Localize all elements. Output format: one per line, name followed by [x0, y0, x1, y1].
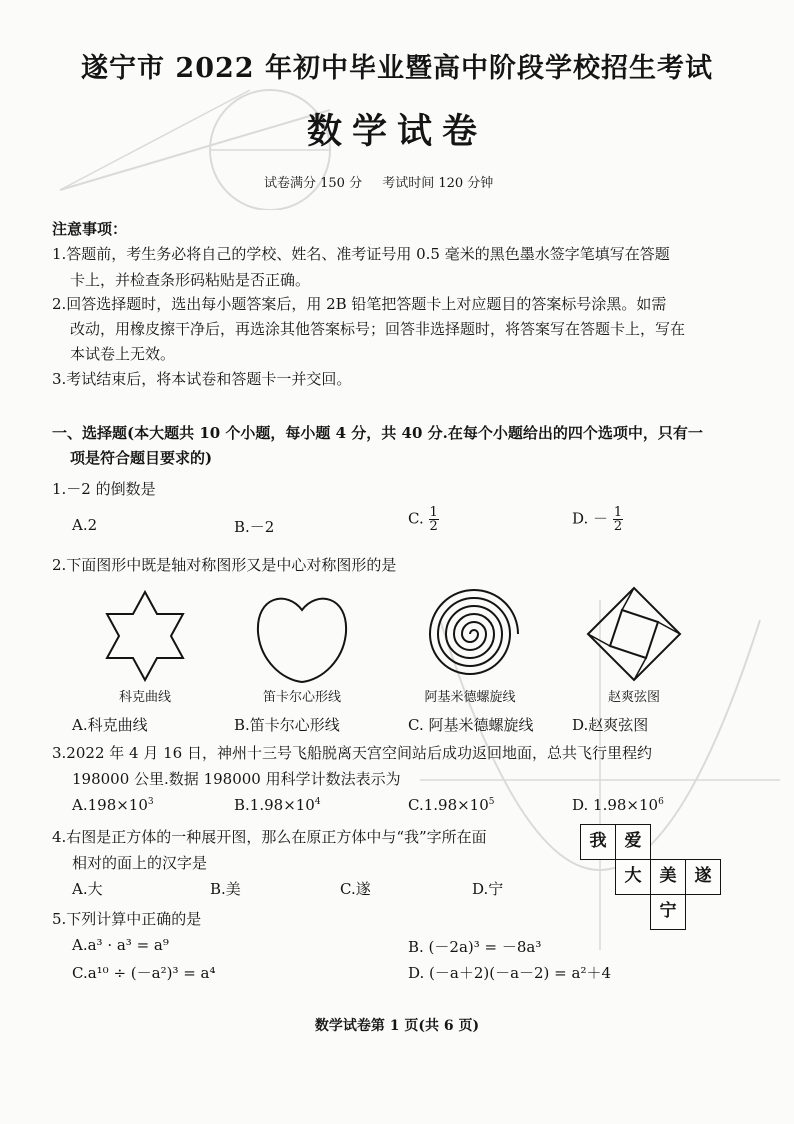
q4-option-b: B.美: [210, 880, 241, 898]
figure-caption: 阿基米德螺旋线: [424, 690, 516, 705]
q3-option-d: D. $1.98\times 10^6$: [572, 796, 664, 814]
exam-meta: [264, 172, 509, 191]
exam-subtitle: 数学试卷: [306, 111, 487, 152]
notice-heading: 注意事项：: [52, 220, 128, 238]
question-1-stem: 1.－2 的倒数是: [52, 480, 156, 498]
notice-line: 2.回答选择题时，选出每小题答案后，用 2B 铅笔把答题卡上对应题目的答案标号涂黑。如需: [52, 295, 667, 313]
archimedean-spiral-figure: [418, 582, 522, 686]
q4-option-d: D.宁: [472, 880, 504, 898]
q2-option-d: D.赵爽弦图: [572, 716, 649, 734]
q4-option-c: C.遂: [340, 880, 371, 898]
cube-net-face-mei: 美: [650, 859, 686, 895]
cube-net-face-da: 大: [615, 859, 651, 895]
question-3-stem: 3.2022 年 4 月 16 日，神州十三号飞船脱离天宫空间站后成功返回地面，总共飞行里程约: [52, 744, 652, 762]
cube-net-face-wo: 我: [580, 824, 616, 860]
q1-option-b: B.－2: [234, 518, 275, 536]
q5-option-c: C.a¹⁰ ÷ (－a²)³ = a⁴: [72, 964, 216, 982]
notice-line: 改动，用橡皮擦干净后，再选涂其他答案标号；回答非选择题时，将答案写在答题卡上，写在: [70, 320, 686, 338]
q5-option-d: D. (－a＋2)(－a－2) = a²＋4: [408, 964, 612, 982]
exam-time: 考试时间 120 分钟: [382, 176, 494, 191]
question-4-stem-cont: 相对的面上的汉字是: [72, 854, 208, 872]
q3-option-a: $A.198\times 10^3$: [72, 796, 154, 814]
zhao-shuang-diagram-figure: [584, 584, 684, 684]
q1-option-c: C. $\frac{1}{2}$: [408, 505, 438, 534]
koch-curve-figure: [95, 588, 195, 684]
cube-net-face-sui: 遂: [685, 859, 721, 895]
q2-option-c: C. 阿基米德螺旋线: [408, 716, 534, 734]
notice-line: 1.答题前，考生务必将自己的学校、姓名、准考证号用 0.5 毫米的黑色墨水签字笔填写在答题: [52, 245, 670, 263]
q2-option-a: A.科克曲线: [72, 716, 148, 734]
question-2-stem: 2.下面图形中既是轴对称图形又是中心对称图形的是: [52, 556, 397, 574]
figure-caption: 笛卡尔心形线: [262, 690, 341, 705]
section-heading: 一、选择题(本大题共 10 个小题，每小题 4 分，共 40 分.在每个小题给出的四个选项中，只有一: [52, 424, 703, 442]
section-heading-cont: 项是符合题目要求的): [70, 449, 213, 467]
question-3-stem-cont: 198000 公里.数据 198000 用科学计数法表示为: [72, 770, 401, 788]
cube-net-face-ning: 宁: [650, 894, 686, 930]
q4-option-a: A.大: [72, 880, 103, 898]
notice-line: 卡上，并检查条形码粘贴是否正确。: [70, 271, 311, 289]
figure-caption: 科克曲线: [118, 690, 171, 705]
page-footer: 数学试卷第 1 页(共 6 页): [314, 1018, 480, 1034]
q5-option-b: B. (－2a)³ = －8a³: [408, 938, 542, 956]
figure-caption: 赵爽弦图: [607, 690, 660, 705]
question-5-stem: 5.下列计算中正确的是: [52, 910, 202, 928]
cardioid-figure: [252, 586, 352, 686]
q5-option-a: A.a³ · a³ = a⁹: [72, 936, 169, 954]
full-score: 试卷满分 150 分: [264, 176, 363, 191]
notice-line: 3.考试结束后，将本试卷和答题卡一并交回。: [52, 370, 352, 388]
q1-option-d: D. － $\frac{1}{2}$: [572, 505, 623, 534]
exam-title: 遂宁市 2022 年初中毕业暨高中阶段学校招生考试: [81, 53, 713, 84]
question-4-stem: 4.右图是正方体的一种展开图，那么在原正方体中与“我”字所在面: [52, 828, 487, 846]
q3-option-b: $B.1.98\times 10^4$: [234, 796, 321, 814]
q2-option-b: B.笛卡尔心形线: [234, 716, 340, 734]
cube-net-face-ai: 爱: [615, 824, 651, 860]
q1-option-a: A.2: [72, 516, 98, 534]
notice-line: 本试卷上无效。: [70, 345, 176, 363]
q3-option-c: $C.1.98\times 10^5$: [408, 796, 495, 814]
